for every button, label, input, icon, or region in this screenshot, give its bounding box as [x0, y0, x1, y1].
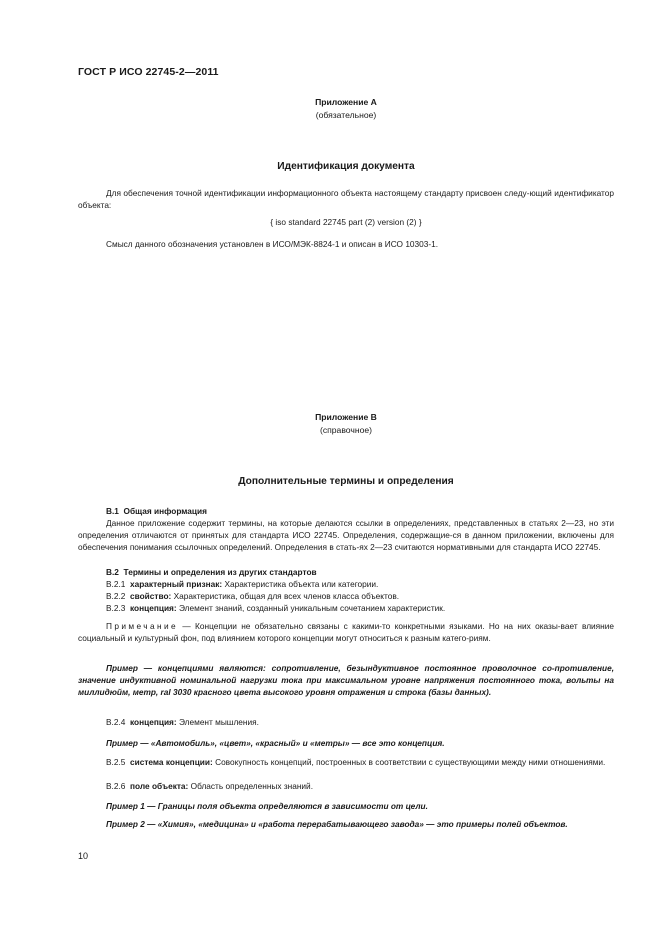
term-b21: [106, 578, 378, 590]
annex-a-paragraph-1: Для обеспечения точной идентификации информационного объекта настоящему стандарту присвоен следу-ющий идентификатор объекта:: [78, 188, 614, 211]
term-number: В.2.4: [106, 717, 126, 727]
term-number: В.2.2: [106, 591, 126, 601]
annex-a-paragraph-2: Смысл данного обозначения установлен в ИСО/МЭК-8824-1 и описан в ИСО 10303-1.: [106, 239, 439, 249]
term-definition: Элемент мышления.: [178, 717, 259, 727]
term-b23: [106, 602, 445, 614]
annex-a-status: (обязательное): [315, 110, 377, 120]
note-text: — Концепции не обязательно связаны с какими-то конкретными языками. Но на них оказы-вает влияние социальный и культурный фон, под влиянием которого концепции могут относиться к разным катего-риям.: [78, 621, 614, 644]
example-concepts: Пример — концепциями являются: сопротивление, безындуктивное постоянное проволочное со-противление, значение индуктивной номинальной нагрузки тока при максимальном уровне напряжения постоянного тока, вольты на миллидюйм, метр, ral 3030 красного цвета высокого уровня отражения и строка (базы данных).: [78, 663, 614, 698]
note-paragraph: [78, 620, 614, 644]
object-identifier: { iso standard 22745 part (2) version (2) }: [270, 217, 422, 227]
term-number: В.2.3: [106, 603, 126, 613]
term-b25: [78, 756, 614, 768]
term-definition: Совокупность концепций, построенных в соответствии с существующими между ними отношениями.: [215, 757, 606, 767]
example-car: Пример — «Автомобиль», «цвет», «красный» и «метры» — все это концепция.: [106, 738, 445, 748]
term-b24: [106, 716, 259, 728]
document-header: ГОСТ Р ИСО 22745-2—2011: [78, 66, 219, 78]
annex-b-title: Дополнительные термины и определения: [238, 476, 454, 487]
term-definition: Элемент знаний, созданный уникальным сочетанием характеристик.: [178, 603, 446, 613]
term-name: концепция:: [130, 603, 177, 613]
section-b2-heading: [106, 566, 317, 578]
section-b1-heading: [106, 505, 207, 517]
term-definition: Характеристика объекта или категории.: [224, 579, 379, 589]
example-2-fields: Пример 2 — «Химия», «медицина» и «работа перерабатывающего завода» — это примеры полей объектов.: [106, 819, 568, 829]
term-definition: Характеристика, общая для всех членов класса объектов.: [173, 591, 400, 601]
term-definition: Область определенных знаний.: [190, 781, 314, 791]
term-b26: [106, 780, 313, 792]
section-b2-number: В.2: [106, 567, 119, 577]
example-1-field: Пример 1 — Границы поля объекта определяются в зависимости от цели.: [106, 801, 428, 811]
term-name: концепция:: [130, 717, 177, 727]
annex-a-label: Приложение А: [315, 97, 377, 107]
term-number: В.2.6: [106, 781, 126, 791]
term-name: система концепции:: [130, 757, 213, 767]
term-b22: [106, 590, 399, 602]
term-number: В.2.1: [106, 579, 126, 589]
term-name: характерный признак:: [130, 579, 223, 589]
section-b1-title: Общая информация: [123, 506, 207, 516]
annex-b-status: (справочное): [319, 425, 373, 435]
annex-b-label: Приложение В: [315, 412, 377, 422]
term-name: поле объекта:: [130, 781, 189, 791]
term-number: В.2.5: [106, 757, 126, 767]
term-name: свойство:: [130, 591, 172, 601]
page-number: 10: [78, 851, 89, 861]
note-label: Примечание: [106, 621, 179, 631]
annex-a-title: Идентификация документа: [277, 161, 415, 172]
section-b2-title: Термины и определения из других стандартов: [123, 567, 317, 577]
section-b1-number: В.1: [106, 506, 119, 516]
section-b1-text: Данное приложение содержит термины, на которые делаются ссылки в определениях, представленных в статьях 2—23, но эти определения отличаются от принятых для стандарта ИСО 22745. Определения, содержащие-ся в данном приложении, включены для обеспечения понимания ссылочных определений. Определения в стать-ях 2—23 считаются нормативными для стандарта ИСО 22745.: [78, 518, 614, 553]
